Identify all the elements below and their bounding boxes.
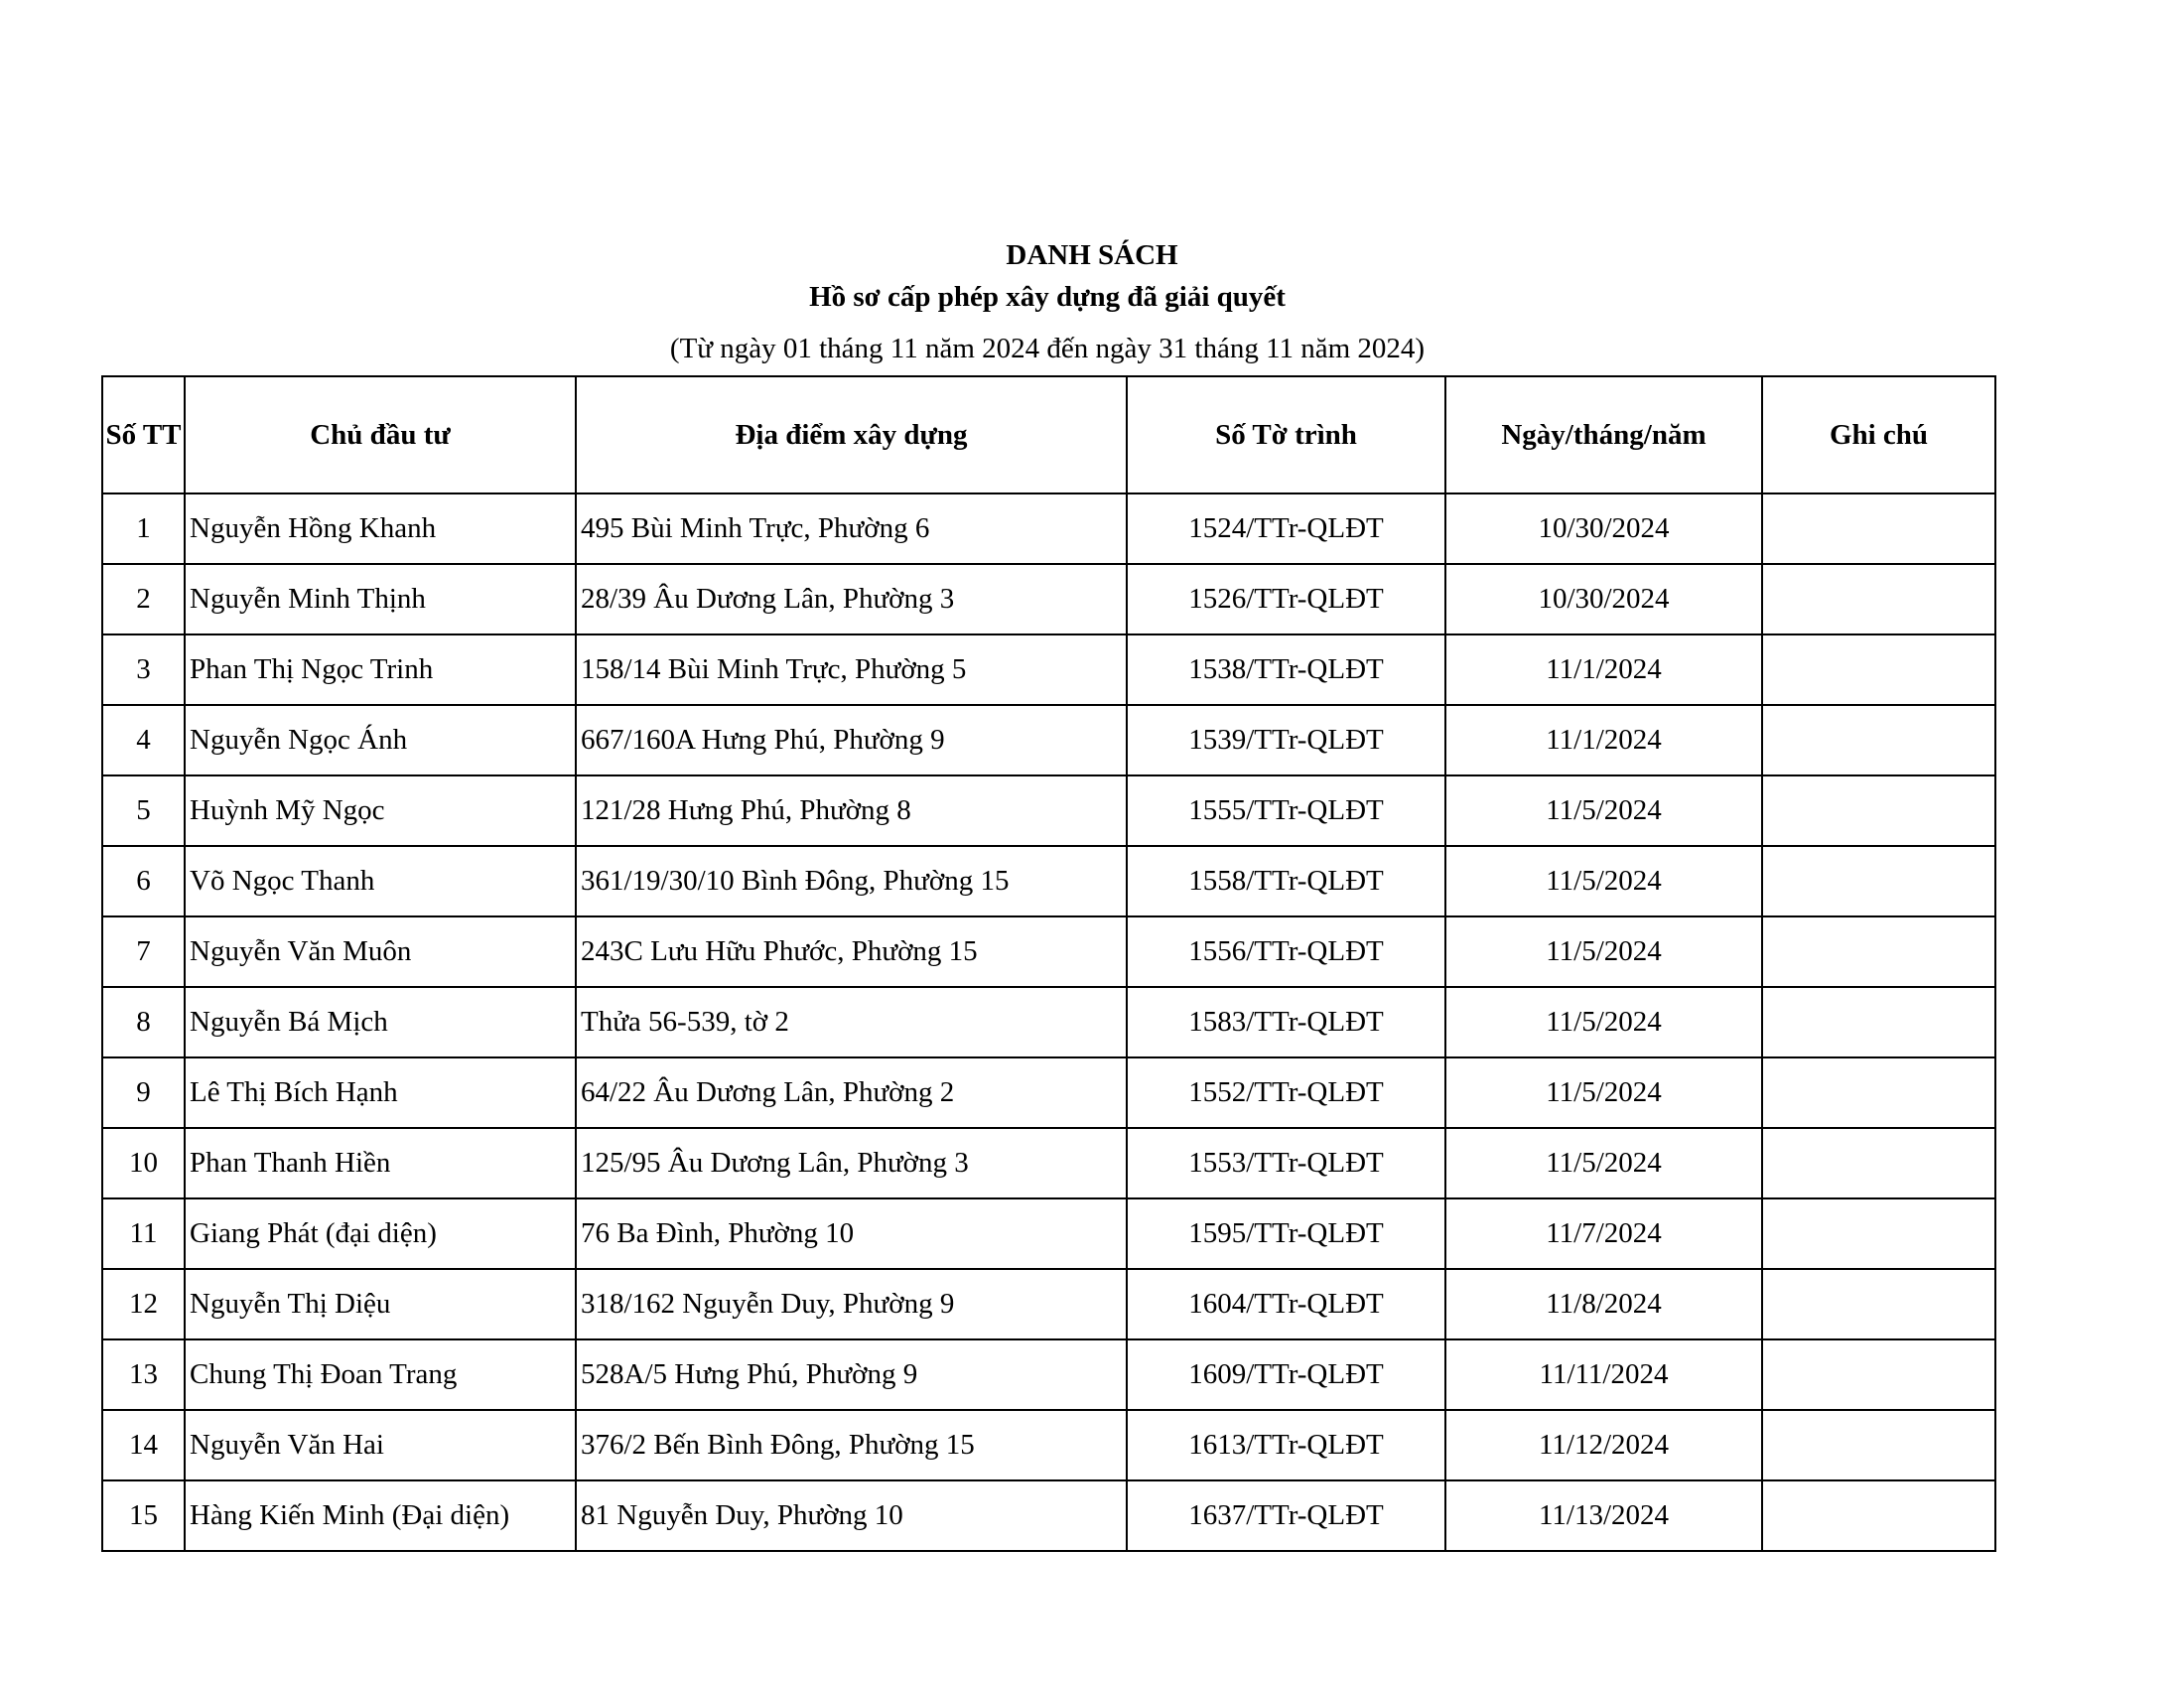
cell-note xyxy=(1762,1339,1995,1410)
cell-date: 11/7/2024 xyxy=(1445,1198,1762,1269)
cell-owner: Phan Thị Ngọc Trinh xyxy=(185,634,576,705)
cell-note xyxy=(1762,1057,1995,1128)
table-row xyxy=(102,1269,1995,1339)
cell-stt: 5 xyxy=(102,775,185,846)
cell-stt: 11 xyxy=(102,1198,185,1269)
cell-stt: 3 xyxy=(102,634,185,705)
cell-stt: 14 xyxy=(102,1410,185,1480)
document-subtitle: Hồ sơ cấp phép xây dựng đã giải quyết xyxy=(809,281,1286,313)
table-row xyxy=(102,916,1995,987)
table-row xyxy=(102,1480,1995,1551)
cell-date: 11/5/2024 xyxy=(1445,1057,1762,1128)
cell-date: 11/11/2024 xyxy=(1445,1339,1762,1410)
table-row xyxy=(102,846,1995,916)
cell-stt: 8 xyxy=(102,987,185,1057)
cell-stt: 15 xyxy=(102,1480,185,1551)
cell-date: 11/5/2024 xyxy=(1445,1128,1762,1198)
header-owner: Chủ đầu tư xyxy=(185,376,576,493)
cell-date: 11/1/2024 xyxy=(1445,705,1762,775)
cell-location: 495 Bùi Minh Trực, Phường 6 xyxy=(576,493,1127,564)
table-header-row xyxy=(102,376,1995,493)
cell-location: 28/39 Âu Dương Lân, Phường 3 xyxy=(576,564,1127,634)
header-note: Ghi chú xyxy=(1762,376,1995,493)
cell-note xyxy=(1762,564,1995,634)
cell-note xyxy=(1762,1410,1995,1480)
cell-owner: Nguyễn Thị Diệu xyxy=(185,1269,576,1339)
table-row xyxy=(102,1198,1995,1269)
cell-location: 376/2 Bến Bình Đông, Phường 15 xyxy=(576,1410,1127,1480)
table-row xyxy=(102,987,1995,1057)
cell-note xyxy=(1762,705,1995,775)
header-submission: Số Tờ trình xyxy=(1127,376,1445,493)
cell-location: Thửa 56-539, tờ 2 xyxy=(576,987,1127,1057)
cell-stt: 9 xyxy=(102,1057,185,1128)
cell-submission: 1604/TTr-QLĐT xyxy=(1127,1269,1445,1339)
cell-location: 528A/5 Hưng Phú, Phường 9 xyxy=(576,1339,1127,1410)
document-period: (Từ ngày 01 tháng 11 năm 2024 đến ngày 31 tháng 11 năm 2024) xyxy=(669,333,1426,364)
cell-submission: 1526/TTr-QLĐT xyxy=(1127,564,1445,634)
cell-owner: Hàng Kiến Minh (Đại diện) xyxy=(185,1480,576,1551)
cell-owner: Nguyễn Ngọc Ánh xyxy=(185,705,576,775)
cell-date: 11/1/2024 xyxy=(1445,634,1762,705)
cell-submission: 1558/TTr-QLĐT xyxy=(1127,846,1445,916)
cell-submission: 1637/TTr-QLĐT xyxy=(1127,1480,1445,1551)
cell-owner: Chung Thị Đoan Trang xyxy=(185,1339,576,1410)
cell-note xyxy=(1762,493,1995,564)
cell-location: 243C Lưu Hữu Phước, Phường 15 xyxy=(576,916,1127,987)
cell-note xyxy=(1762,1480,1995,1551)
cell-stt: 4 xyxy=(102,705,185,775)
cell-note xyxy=(1762,1128,1995,1198)
cell-note xyxy=(1762,987,1995,1057)
cell-date: 11/5/2024 xyxy=(1445,775,1762,846)
cell-location: 318/162 Nguyễn Duy, Phường 9 xyxy=(576,1269,1127,1339)
cell-stt: 6 xyxy=(102,846,185,916)
document-title: DANH SÁCH xyxy=(1006,239,1178,271)
cell-location: 81 Nguyễn Duy, Phường 10 xyxy=(576,1480,1127,1551)
cell-date: 11/8/2024 xyxy=(1445,1269,1762,1339)
header-stt: Số TT xyxy=(102,376,185,493)
header-location: Địa điểm xây dựng xyxy=(576,376,1127,493)
cell-note xyxy=(1762,1269,1995,1339)
cell-submission: 1555/TTr-QLĐT xyxy=(1127,775,1445,846)
cell-location: 361/19/30/10 Bình Đông, Phường 15 xyxy=(576,846,1127,916)
cell-date: 10/30/2024 xyxy=(1445,564,1762,634)
table-row xyxy=(102,705,1995,775)
permit-table xyxy=(101,375,1996,1552)
cell-stt: 12 xyxy=(102,1269,185,1339)
cell-owner: Nguyễn Văn Muôn xyxy=(185,916,576,987)
cell-owner: Phan Thanh Hiền xyxy=(185,1128,576,1198)
cell-stt: 13 xyxy=(102,1339,185,1410)
cell-date: 11/5/2024 xyxy=(1445,987,1762,1057)
cell-stt: 1 xyxy=(102,493,185,564)
cell-submission: 1595/TTr-QLĐT xyxy=(1127,1198,1445,1269)
cell-submission: 1552/TTr-QLĐT xyxy=(1127,1057,1445,1128)
cell-owner: Huỳnh Mỹ Ngọc xyxy=(185,775,576,846)
table-row xyxy=(102,775,1995,846)
cell-location: 125/95 Âu Dương Lân, Phường 3 xyxy=(576,1128,1127,1198)
cell-date: 11/5/2024 xyxy=(1445,916,1762,987)
cell-note xyxy=(1762,1198,1995,1269)
cell-owner: Giang Phát (đại diện) xyxy=(185,1198,576,1269)
cell-note xyxy=(1762,916,1995,987)
cell-location: 76 Ba Đình, Phường 10 xyxy=(576,1198,1127,1269)
cell-owner: Võ Ngọc Thanh xyxy=(185,846,576,916)
cell-submission: 1556/TTr-QLĐT xyxy=(1127,916,1445,987)
cell-submission: 1553/TTr-QLĐT xyxy=(1127,1128,1445,1198)
cell-location: 667/160A Hưng Phú, Phường 9 xyxy=(576,705,1127,775)
cell-submission: 1524/TTr-QLĐT xyxy=(1127,493,1445,564)
table-row xyxy=(102,1339,1995,1410)
cell-submission: 1609/TTr-QLĐT xyxy=(1127,1339,1445,1410)
header-date: Ngày/tháng/năm xyxy=(1445,376,1762,493)
table-row xyxy=(102,493,1995,564)
table-body xyxy=(102,493,1995,1551)
cell-stt: 2 xyxy=(102,564,185,634)
cell-location: 64/22 Âu Dương Lân, Phường 2 xyxy=(576,1057,1127,1128)
cell-location: 158/14 Bùi Minh Trực, Phường 5 xyxy=(576,634,1127,705)
table-row xyxy=(102,1410,1995,1480)
cell-location: 121/28 Hưng Phú, Phường 8 xyxy=(576,775,1127,846)
cell-note xyxy=(1762,634,1995,705)
cell-owner: Nguyễn Minh Thịnh xyxy=(185,564,576,634)
cell-stt: 7 xyxy=(102,916,185,987)
cell-note xyxy=(1762,775,1995,846)
cell-submission: 1539/TTr-QLĐT xyxy=(1127,705,1445,775)
cell-date: 11/12/2024 xyxy=(1445,1410,1762,1480)
cell-submission: 1538/TTr-QLĐT xyxy=(1127,634,1445,705)
cell-owner: Nguyễn Hồng Khanh xyxy=(185,493,576,564)
cell-stt: 10 xyxy=(102,1128,185,1198)
cell-submission: 1583/TTr-QLĐT xyxy=(1127,987,1445,1057)
table-row xyxy=(102,564,1995,634)
table-row xyxy=(102,634,1995,705)
cell-submission: 1613/TTr-QLĐT xyxy=(1127,1410,1445,1480)
cell-date: 11/5/2024 xyxy=(1445,846,1762,916)
cell-owner: Nguyễn Bá Mịch xyxy=(185,987,576,1057)
table-row xyxy=(102,1128,1995,1198)
cell-date: 11/13/2024 xyxy=(1445,1480,1762,1551)
cell-date: 10/30/2024 xyxy=(1445,493,1762,564)
cell-note xyxy=(1762,846,1995,916)
cell-owner: Lê Thị Bích Hạnh xyxy=(185,1057,576,1128)
cell-owner: Nguyễn Văn Hai xyxy=(185,1410,576,1480)
table-row xyxy=(102,1057,1995,1128)
